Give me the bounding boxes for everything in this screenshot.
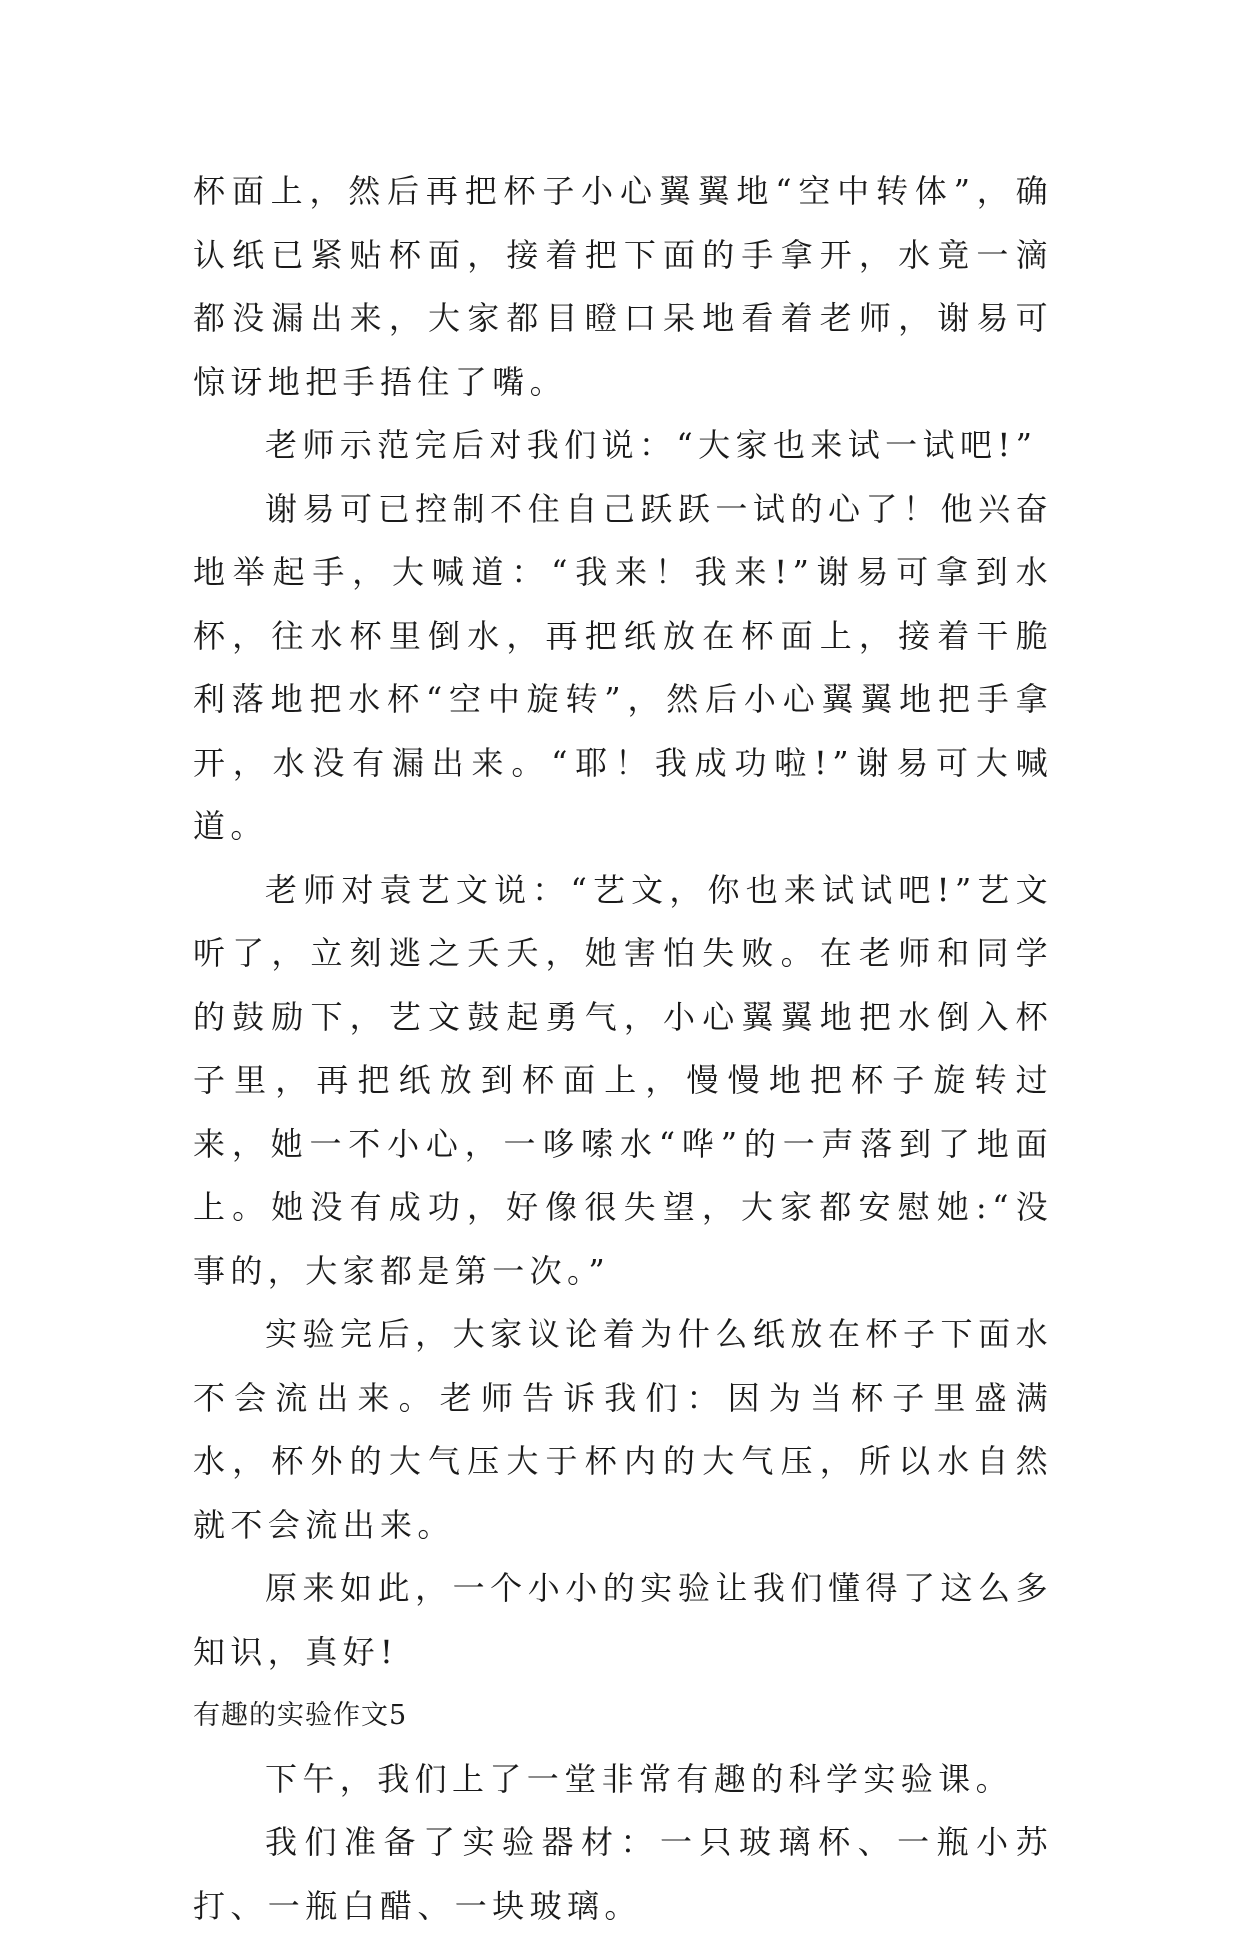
paragraph-xie-yike-try: 谢易可已控制不住自己跃跃一试的心了！他兴奋地举起手，大喊道：“我来！我来!”谢易可拿到水杯，往水杯里倒水，再把纸放在杯面上，接着干脆利落地把水杯“空中旋转”，然后小心翼翼地把手拿开，水没有漏出来。“耶！我成功啦!”谢易可大喊道。	[193, 489, 1053, 845]
paragraph-explanation: 实验完后，大家议论着为什么纸放在杯子下面水不会流出来。老师告诉我们：因为当杯子里盛满水，杯外的大气压大于杯内的大气压，所以水自然就不会流出来。	[193, 1315, 1053, 1544]
paragraph-afternoon-class: 下午，我们上了一堂非常有趣的科学实验课。	[265, 1759, 1014, 1798]
paragraph-experiment-demo: 杯面上，然后再把杯子小心翼翼地“空中转体”，确认纸已紧贴杯面，接着把下面的手拿开，水竟一滴都没漏出来，大家都目瞪口呆地看着老师，谢易可惊讶地把手捂住了嘴。	[193, 172, 1053, 401]
section-title: 有趣的实验作文5	[193, 1700, 408, 1731]
document-body	[193, 160, 1053, 1938]
paragraph-equipment: 我们准备了实验器材：一只玻璃杯、一瓶小苏打、一瓶白醋、一块玻璃。	[193, 1823, 1053, 1925]
paragraph-teacher-invite: 老师示范完后对我们说：“大家也来试一试吧!”	[265, 426, 1038, 464]
paragraph-yuan-yiwen-try: 老师对袁艺文说：“艺文，你也来试试吧!”艺文听了，立刻逃之夭夭，她害怕失败。在老师和同学的鼓励下，艺文鼓起勇气，小心翼翼地把水倒入杯子里，再把纸放到杯面上，慢慢地把杯子旋转过来，她一不小心，一哆嗦水“哗”的一声落到了地面上。她没有成功，好像很失望，大家都安慰她:“没事的，大家都是第一次。”	[193, 870, 1053, 1290]
paragraph-conclusion: 原来如此，一个小小的实验让我们懂得了这么多知识，真好!	[193, 1569, 1053, 1671]
